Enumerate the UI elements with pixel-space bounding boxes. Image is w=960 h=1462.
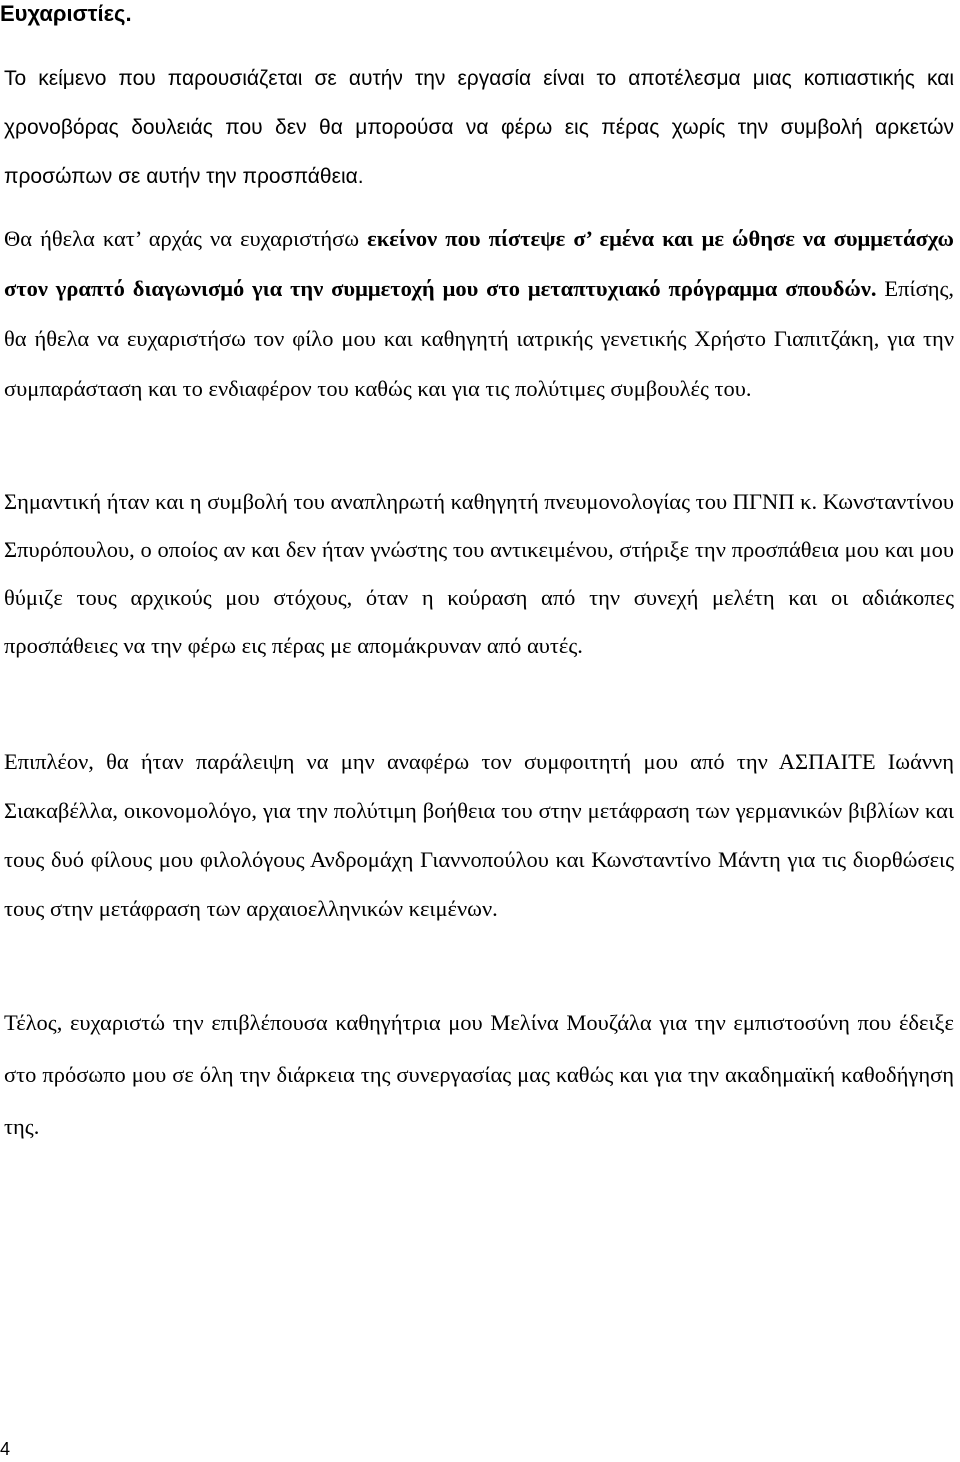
paragraph-rest-text: Επίσης, θα ήθελα να ευχαριστήσω τον φίλο μου και καθηγητή ιατρικής γενετικής Χρήστο Γιαπιτζάκη, για την συμπαράσταση και το ενδιαφέρον του καθώς και για τις πολύτιμες συμβουλές του.	[4, 276, 954, 401]
paragraph-final-thanks: Τέλος, ευχαριστώ την επιβλέπουσα καθηγήτρια μου Μελίνα Μουζάλα για την εμπιστοσύνη που έδειξε στο πρόσωπο μου σε όλη την διάρκεια της συνεργασίας μας καθώς και για την ακαδημαϊκή καθοδήγηση της.	[4, 1010, 954, 1139]
paragraph-contribution: Σημαντική ήταν και η συμβολή του αναπληρωτή καθηγητή πνευμονολογίας του ΠΓΝΠ κ. Κωνσταντίνου Σπυρόπουλου, ο οποίος αν και δεν ήταν γνώστης του αντικειμένου, στήριξε την προσπάθεια μου και μου θύμιζε τους αρχικούς μου στόχους, όταν η κούραση από την συνεχή μελέτη και οι αδιάκοπες προσπάθειες να την φέρω εις πέρας με απομάκρυναν από αυτές.	[4, 489, 954, 658]
paragraph-lead-text: Θα ήθελα κατ’ αρχάς να ευχαριστήσω	[4, 226, 368, 251]
page-title: Ευχαριστίες.	[0, 1, 132, 26]
page-number: 4	[0, 1439, 11, 1459]
paragraph-intro: Το κείμενο που παρουσιάζεται σε αυτήν την εργασία είναι το αποτέλεσμα μιας κοπιαστικής και χρονοβόρας δουλειάς που δεν θα μπορούσα να φέρω εις πέρας χωρίς την συμβολή αρκετών προσώπων σε αυτήν την προσπάθεια.	[4, 67, 954, 188]
paragraph-first-thanks	[4, 214, 954, 414]
paragraph-additional-thanks: Επιπλέον, θα ήταν παράλειψη να μην αναφέρω τον συμφοιτητή μου από την ΑΣΠΑΙΤΕ Ιωάννη Σιακαβέλλα, οικονομολόγο, για την πολύτιμη βοήθεια του στην μετάφραση των γερμανικών βιβλίων και τους δυό φίλους μου φιλολόγους Ανδρομάχη Γιαννοπούλου και Κωνσταντίνο Μάντη για τις διορθώσεις τους στην μετάφραση των αρχαιοελληνικών κειμένων.	[4, 749, 954, 921]
paragraph-bold-text: εκείνον που πίστεψε σ’ εμένα και με ώθησε να συμμετάσχω στον γραπτό διαγωνισμό για την συμμετοχή μου στο μεταπτυχιακό πρόγραμμα σπουδών.	[4, 226, 954, 301]
